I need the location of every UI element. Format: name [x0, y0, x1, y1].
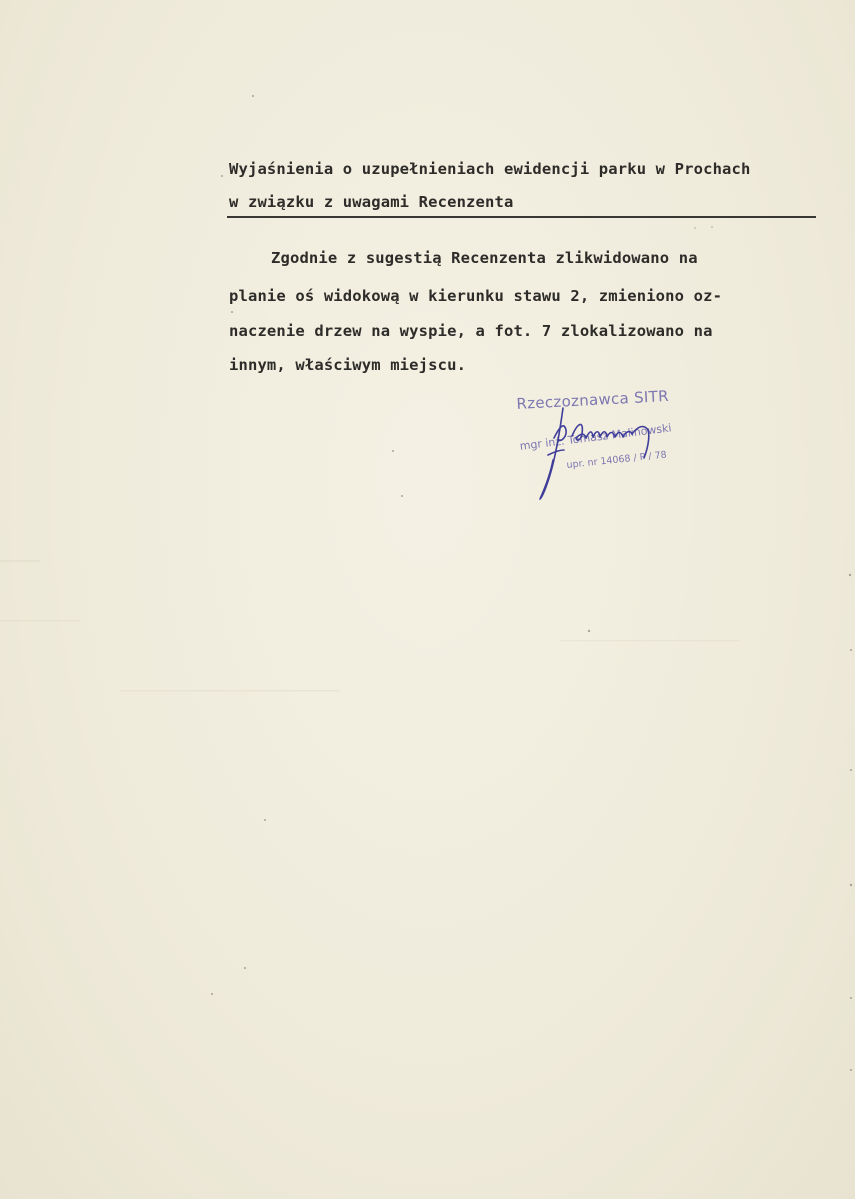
body-line-1: Zgodnie z sugestią Recenzenta zlikwidowano na: [271, 249, 698, 267]
title-underline: [227, 216, 816, 218]
handwritten-signature: [520, 400, 700, 505]
body-line-4: innym, właściwym miejscu.: [229, 356, 467, 374]
stamp-registration: upr. nr 14068 / P / 78: [566, 449, 668, 471]
stamp-title: Rzeczoznawca SITR: [516, 387, 670, 413]
body-line-3: naczenie drzew na wyspie, a fot. 7 zlokalizowano na: [229, 322, 713, 340]
body-line-2: planie oś widokową w kierunku stawu 2, zmieniono oz-: [229, 287, 723, 305]
document-title-line-2: w związku z uwagami Recenzenta: [229, 193, 514, 211]
document-title-line-1: Wyjaśnienia o uzupełnieniach ewidencji parku w Prochach: [229, 160, 751, 178]
stamp-name: mgr inż. Tomasz Malinowski: [519, 421, 673, 453]
